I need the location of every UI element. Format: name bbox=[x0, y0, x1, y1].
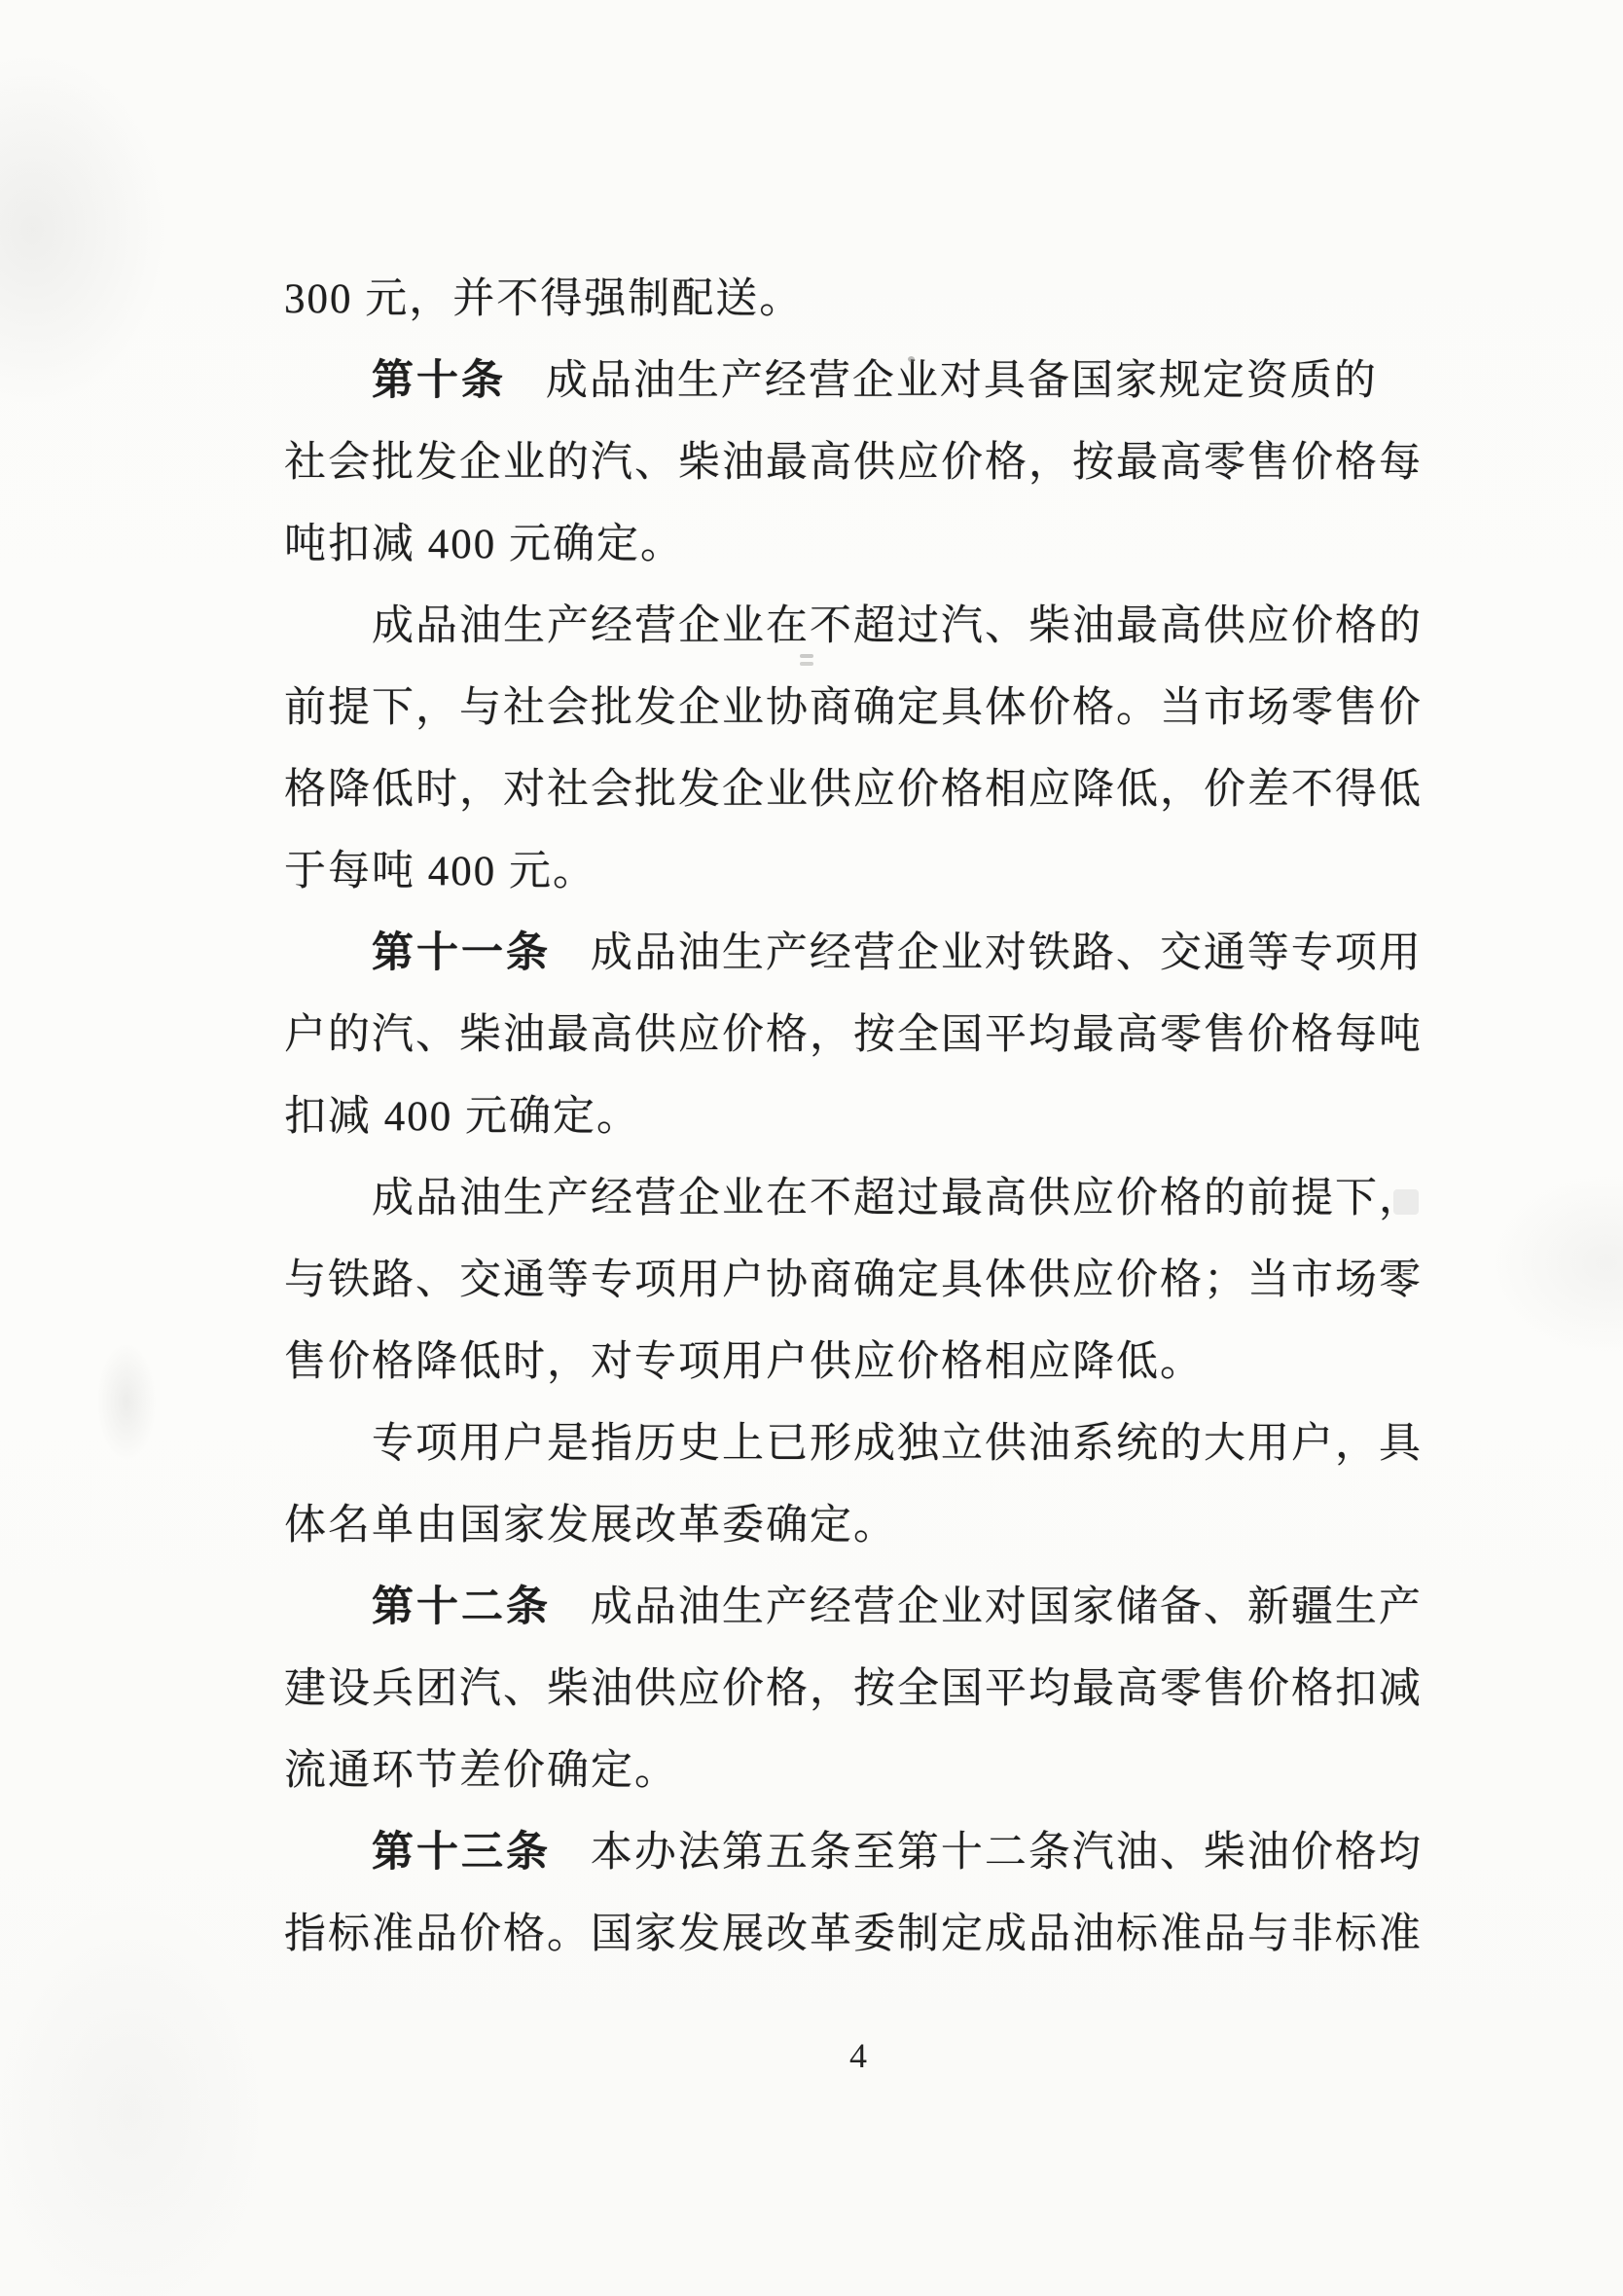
text-line bbox=[284, 1322, 1432, 1403]
line-text: 成品油生产经营企业对国家储备、新疆生产 bbox=[590, 1585, 1423, 1630]
document-body bbox=[284, 259, 1432, 1976]
line-text: 建设兵团汽、柴油供应价格，按全国平均最高零售价格扣减 bbox=[284, 1666, 1423, 1712]
text-line bbox=[284, 749, 1432, 831]
line-text: 吨扣减 400 元确定。 bbox=[284, 522, 684, 567]
scan-smudge bbox=[97, 1343, 156, 1460]
text-line bbox=[284, 1403, 1432, 1485]
line-text: 于每吨 400 元。 bbox=[284, 849, 596, 894]
scan-speckle bbox=[1393, 1189, 1419, 1215]
text-line-article-13 bbox=[284, 1812, 1432, 1894]
text-line bbox=[284, 1076, 1432, 1158]
line-text: 体名单由国家发展改革委确定。 bbox=[284, 1503, 897, 1549]
text-line bbox=[284, 504, 1432, 586]
article-number: 第十三条 bbox=[372, 1830, 551, 1876]
text-line-article-12 bbox=[284, 1567, 1432, 1649]
article-number: 第十一条 bbox=[372, 930, 551, 976]
scan-speckle bbox=[908, 356, 915, 362]
text-line-article-10 bbox=[284, 341, 1432, 422]
line-text: 成品油生产经营企业在不超过汽、柴油最高供应价格的 bbox=[372, 603, 1423, 649]
article-number: 第十二条 bbox=[372, 1585, 551, 1630]
line-text: 户的汽、柴油最高供应价格，按全国平均最高零售价格每吨 bbox=[284, 1012, 1423, 1058]
line-text: 扣减 400 元确定。 bbox=[284, 1094, 640, 1140]
page-number: 4 bbox=[849, 2036, 867, 2075]
text-line-article-11 bbox=[284, 913, 1432, 995]
text-line bbox=[284, 1485, 1432, 1567]
line-text: 成品油生产经营企业对铁路、交通等专项用 bbox=[590, 930, 1423, 976]
text-line bbox=[284, 1731, 1432, 1812]
line-text: 成品油生产经营企业在不超过最高供应价格的前提下， bbox=[372, 1176, 1423, 1221]
line-text: 成品油生产经营企业对具备国家规定资质的 bbox=[545, 358, 1378, 404]
text-line bbox=[284, 422, 1432, 504]
text-line bbox=[284, 668, 1432, 749]
line-text: 流通环节差价确定。 bbox=[284, 1748, 678, 1794]
line-text: 前提下，与社会批发企业协商确定具体价格。当市场零售价 bbox=[284, 685, 1423, 731]
text-line bbox=[284, 586, 1432, 668]
line-text: 格降低时，对社会批发企业供应价格相应降低，价差不得低 bbox=[284, 767, 1423, 813]
text-line bbox=[284, 1894, 1432, 1976]
article-number: 第十条 bbox=[372, 358, 506, 404]
text-line bbox=[284, 259, 1432, 341]
scan-speckle bbox=[800, 654, 813, 658]
text-line bbox=[284, 1649, 1432, 1731]
text-line bbox=[284, 831, 1432, 913]
text-line bbox=[284, 1158, 1432, 1240]
line-text: 售价格降低时，对专项用户供应价格相应降低。 bbox=[284, 1339, 1204, 1385]
line-text: 专项用户是指历史上已形成独立供油系统的大用户，具 bbox=[372, 1421, 1423, 1467]
line-text: 与铁路、交通等专项用户协商确定具体供应价格；当市场零 bbox=[284, 1257, 1423, 1303]
line-text: 社会批发企业的汽、柴油最高供应价格，按最高零售价格每 bbox=[284, 440, 1423, 486]
line-text: 本办法第五条至第十二条汽油、柴油价格均 bbox=[590, 1830, 1423, 1876]
text-line bbox=[284, 995, 1432, 1076]
line-text: 指标准品价格。国家发展改革委制定成品油标准品与非标准 bbox=[284, 1912, 1423, 1957]
text-line bbox=[284, 1240, 1432, 1322]
line-text: 300 元，并不得强制配送。 bbox=[284, 276, 804, 322]
